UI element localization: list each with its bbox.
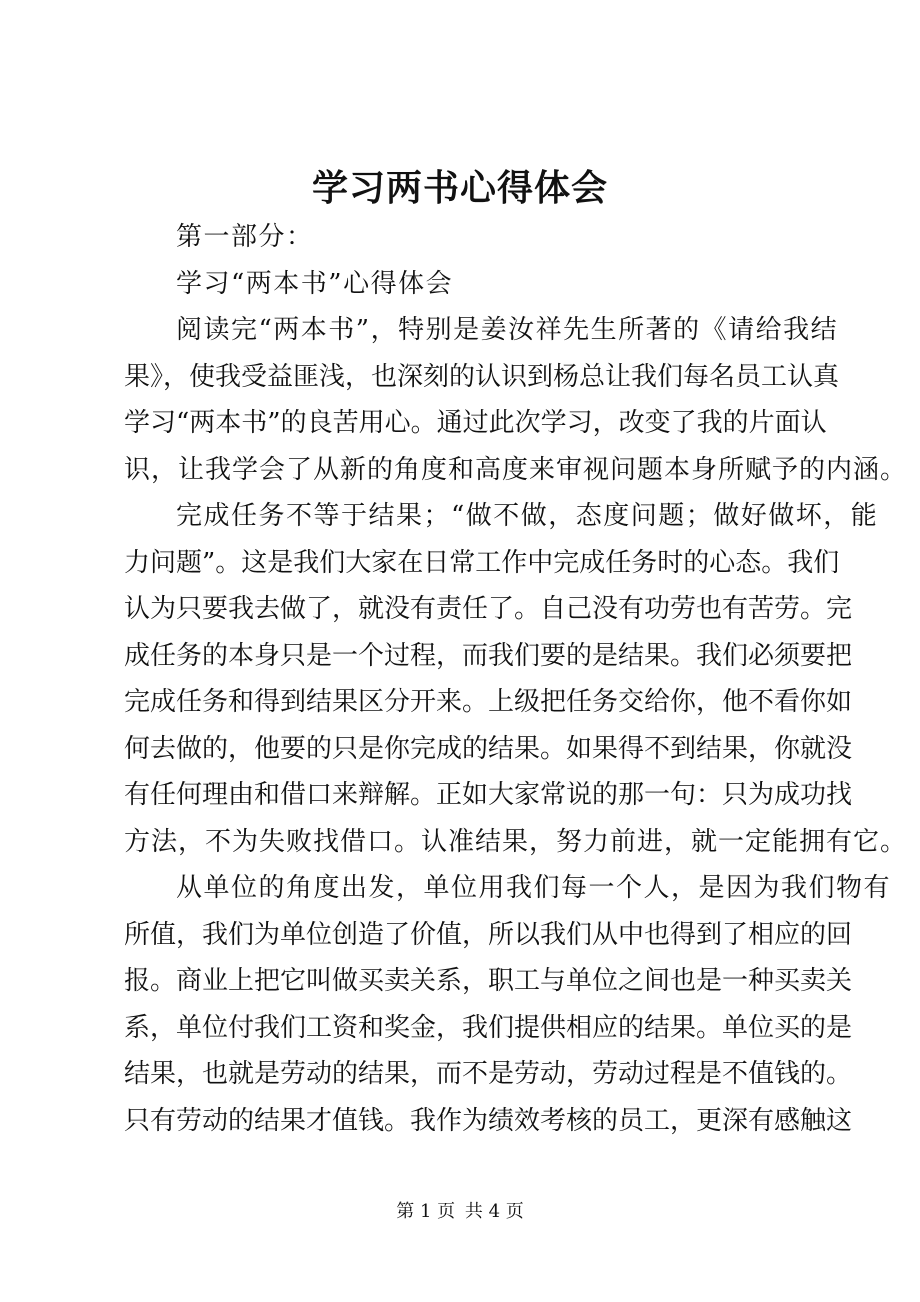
paragraph-line: 完成任务不等于结果；“做不做，态度问题；做好做坏，能 [176,501,879,531]
paragraph-line: 识，让我学会了从新的角度和高度来审视问题本身所赋予的内涵。 [124,454,908,485]
page-number: 第 1 页 [396,1201,456,1222]
paragraph-line: 学习“两本书”的良苦用心。通过此次学习，改变了我的片面认 [124,408,827,438]
paragraph-line: 果》，使我受益匪浅，也深刻的认识到杨总让我们每名员工认真 [124,361,840,392]
section-subtitle: 学习“两本书”心得体会 [176,268,454,299]
paragraph-line: 阅读完“两本书”，特别是姜汝祥先生所著的《请给我结 [176,315,839,345]
paragraph-line: 何去做的，他要的只是你完成的结果。如果得不到结果，你就没 [124,733,853,764]
paragraph-line: 只有劳动的结果才值钱。我作为绩效考核的员工，更深有感触这 [124,1105,853,1136]
document-title: 学习两书心得体会 [311,167,608,209]
paragraph-line: 从单位的角度出发，单位用我们每一个人，是因为我们物有 [176,873,892,903]
paragraph-line: 成任务的本身只是一个过程，而我们要的是结果。我们必须要把 [124,640,853,671]
paragraph-line: 报。商业上把它叫做买卖关系，职工与单位之间也是一种买卖关 [124,966,853,996]
paragraph-line: 结果，也就是劳动的结果，而不是劳动，劳动过程是不值钱的。 [124,1059,853,1089]
paragraph-line: 完成任务和得到结果区分开来。上级把任务交给你，他不看你如 [124,687,853,717]
paragraph-line: 有任何理由和借口来辩解。正如大家常说的那一句：只为成功找 [124,780,853,810]
page-footer [0,1198,920,1226]
document-body [124,214,908,1144]
paragraph-line: 所值，我们为单位创造了价值，所以我们从中也得到了相应的回 [124,919,853,950]
paragraph-line: 力问题”。这是我们大家在日常工作中完成任务时的心态。我们 [124,547,840,578]
section-heading: 第一部分： [176,222,314,252]
paragraph-line: 认为只要我去做了，就没有责任了。自己没有功劳也有苦劳。完 [124,594,853,624]
paragraph-line: 系，单位付我们工资和奖金，我们提供相应的结果。单位买的是 [124,1012,853,1043]
page-total: 共 4 页 [464,1201,524,1222]
paragraph-line: 方法，不为失败找借口。认准结果，努力前进，就一定能拥有它。 [124,826,908,857]
